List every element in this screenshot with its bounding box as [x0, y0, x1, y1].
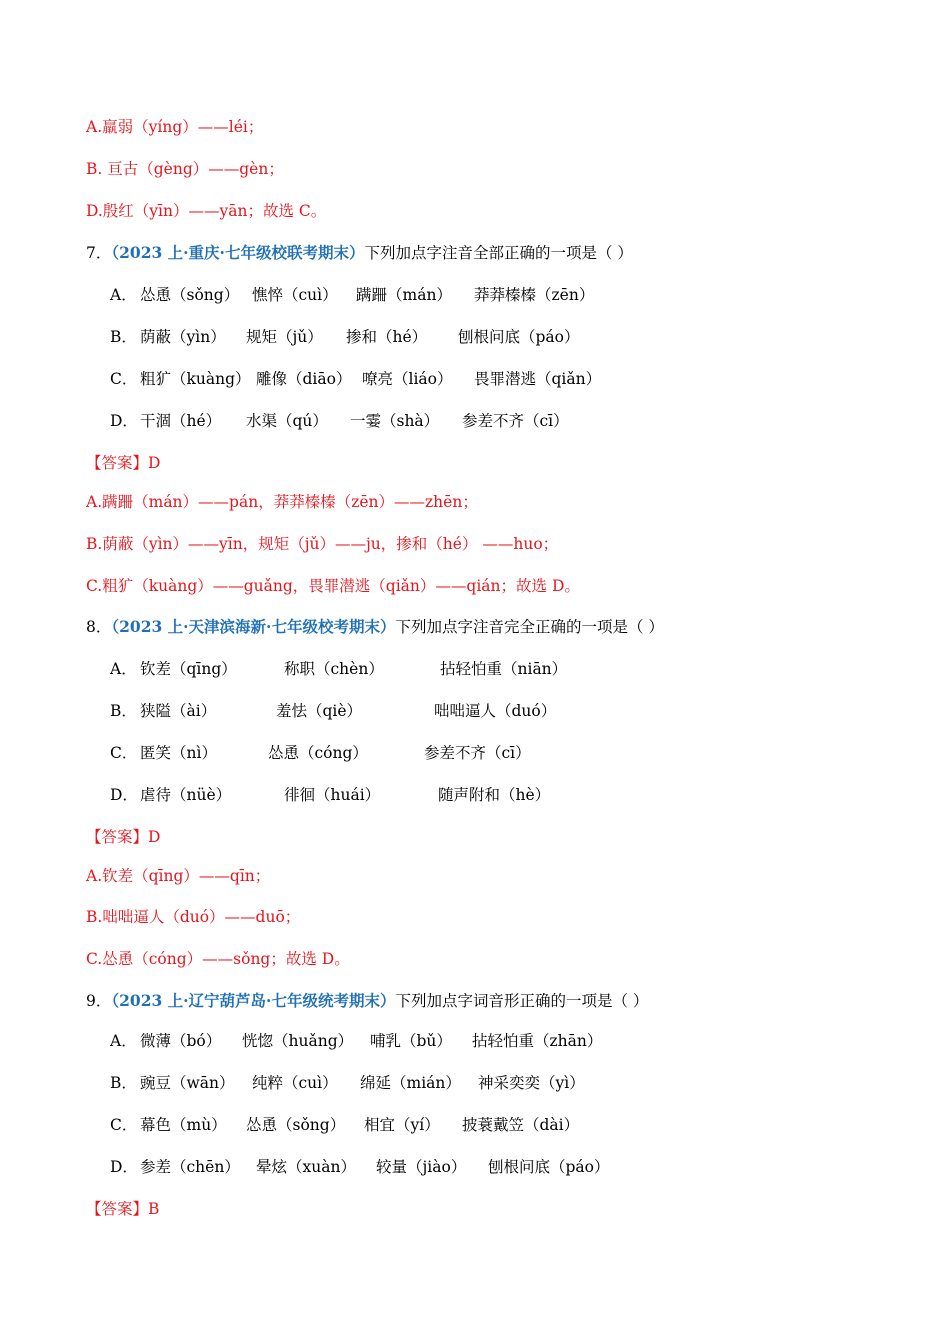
- q8-c-item-1: 匿笑（nì）: [140, 744, 217, 762]
- q7-b-label: B．: [110, 328, 137, 346]
- q9-d-item-4: 刨根问底（páo）: [488, 1158, 610, 1176]
- q9-a-item-4: 拈轻怕重（zhān）: [472, 1032, 603, 1050]
- q9-a-item-1: 微薄（bó）: [140, 1032, 222, 1050]
- q9-b-label: B．: [110, 1074, 137, 1092]
- q7-c-item-1: 粗犷（kuàng）: [140, 370, 251, 388]
- q8-stem: 下列加点字注音完全正确的一项是（ ）: [395, 618, 664, 636]
- q7-d-label: D．: [110, 412, 138, 430]
- q9-answer: 【答案】B: [86, 1200, 160, 1218]
- q7-c-item-3: 嘹亮（liáo）: [362, 370, 453, 388]
- q9-c-item-3: 相宜（yí）: [364, 1116, 440, 1134]
- q7-c-item-2: 雕像（diāo）: [256, 370, 352, 388]
- q8-d-item-2: 徘徊（huái）: [284, 786, 381, 804]
- q9-c-item-4: 披蓑戴笠（dài）: [462, 1116, 580, 1134]
- q9-d-item-1: 参差（chēn）: [140, 1158, 240, 1176]
- q7-c-item-4: 畏罪潜逃（qiǎn）: [474, 370, 602, 388]
- q9-a-item-3: 哺乳（bǔ）: [370, 1032, 452, 1050]
- q7-a-item-2: 憔悴（cuì）: [252, 286, 338, 304]
- q7-a-label: A．: [110, 286, 137, 304]
- q7-exp-b: B.荫蔽（yìn）——yīn，规矩（jǔ）——ju，掺和（hé） ——huo；: [86, 535, 559, 553]
- q9-a-label: A．: [110, 1032, 137, 1050]
- q7-b-item-1: 荫蔽（yìn）: [140, 328, 226, 346]
- q9-c-item-1: 幕色（mù）: [140, 1116, 227, 1134]
- q7-d-item-2: 水渠（qú）: [246, 412, 328, 430]
- q8-answer: 【答案】D: [86, 828, 161, 846]
- q8-number: 8．: [86, 618, 112, 636]
- q9-number: 9．: [86, 992, 112, 1010]
- q8-c-item-3: 参差不齐（cī）: [424, 744, 531, 762]
- q8-exp-a: A.钦差（qīng）——qīn；: [86, 867, 271, 885]
- q8-source: （2023 上·天津滨海新·七年级校考期末）: [111, 617, 396, 636]
- q9-stem: 下列加点字词音形正确的一项是（ ）: [395, 992, 649, 1010]
- q7-a-item-3: 蹒跚（mán）: [356, 286, 452, 304]
- prev-exp-b: B. 亘古（gèng）——gèn；: [86, 160, 284, 178]
- q8-exp-c: C.怂恿（cóng）——sǒng；故选 D。: [86, 950, 350, 968]
- q9-c-label: C．: [110, 1116, 138, 1134]
- q8-a-item-3: 拈轻怕重（niān）: [440, 660, 568, 678]
- q8-d-label: D．: [110, 786, 138, 804]
- q9-d-item-3: 较量（jiào）: [376, 1158, 467, 1176]
- q7-answer: 【答案】D: [86, 454, 161, 472]
- q8-d-item-3: 随声附和（hè）: [438, 786, 551, 804]
- q7-d-item-1: 干涸（hé）: [140, 412, 222, 430]
- q8-b-item-1: 狭隘（ài）: [140, 702, 217, 720]
- prev-exp-a: A.羸弱（yíng）——léi；: [86, 118, 264, 136]
- q8-a-label: A．: [110, 660, 137, 678]
- q9-b-item-4: 神采奕奕（yì）: [478, 1074, 585, 1092]
- q7-a-item-4: 莽莽榛榛（zēn）: [474, 286, 595, 304]
- q8-c-label: C．: [110, 744, 138, 762]
- q9-b-item-1: 豌豆（wān）: [140, 1074, 235, 1092]
- q9-d-label: D．: [110, 1158, 138, 1176]
- q7-d-item-4: 参差不齐（cī）: [462, 412, 569, 430]
- q9-a-item-2: 恍惚（huǎng）: [242, 1032, 354, 1050]
- q7-exp-c: C.粗犷（kuàng）——guǎng，畏罪潜逃（qiǎn）——qián；故选 D。: [86, 577, 580, 595]
- prev-exp-d: D.殷红（yīn）——yān；故选 C。: [86, 202, 327, 220]
- q9-d-item-2: 晕炫（xuàn）: [256, 1158, 356, 1176]
- q8-a-item-1: 钦差（qīng）: [140, 660, 237, 678]
- q7-b-item-4: 刨根问底（páo）: [458, 328, 580, 346]
- q8-b-label: B．: [110, 702, 137, 720]
- q7-a-item-1: 怂恿（sǒng）: [140, 286, 240, 304]
- q9-source: （2023 上·辽宁葫芦岛·七年级统考期末）: [111, 991, 396, 1010]
- q9-b-item-3: 绵延（mián）: [360, 1074, 461, 1092]
- q8-a-item-2: 称职（chèn）: [284, 660, 384, 678]
- q9-c-item-2: 怂恿（sǒng）: [246, 1116, 346, 1134]
- q7-number: 7．: [86, 244, 112, 262]
- q9-header: [86, 990, 648, 1012]
- q8-d-item-1: 虐待（nüè）: [140, 786, 232, 804]
- q9-b-item-2: 纯粹（cuì）: [252, 1074, 338, 1092]
- q7-header: [86, 242, 633, 264]
- q8-c-item-2: 怂恿（cóng）: [268, 744, 368, 762]
- q7-b-item-3: 掺和（hé）: [346, 328, 428, 346]
- q7-d-item-3: 一霎（shà）: [350, 412, 440, 430]
- q7-c-label: C．: [110, 370, 138, 388]
- q8-exp-b: B.咄咄逼人（duó）——duō；: [86, 908, 301, 926]
- q7-b-item-2: 规矩（jǔ）: [246, 328, 323, 346]
- q7-source: （2023 上·重庆·七年级校联考期末）: [111, 243, 365, 262]
- q8-b-item-2: 羞怯（qiè）: [276, 702, 363, 720]
- q7-exp-a: A.蹒跚（mán）——pán，莽莽榛榛（zēn）——zhēn；: [86, 493, 478, 511]
- q8-header: [86, 616, 664, 638]
- q7-stem: 下列加点字注音全部正确的一项是（ ）: [364, 244, 633, 262]
- q8-b-item-3: 咄咄逼人（duó）: [434, 702, 557, 720]
